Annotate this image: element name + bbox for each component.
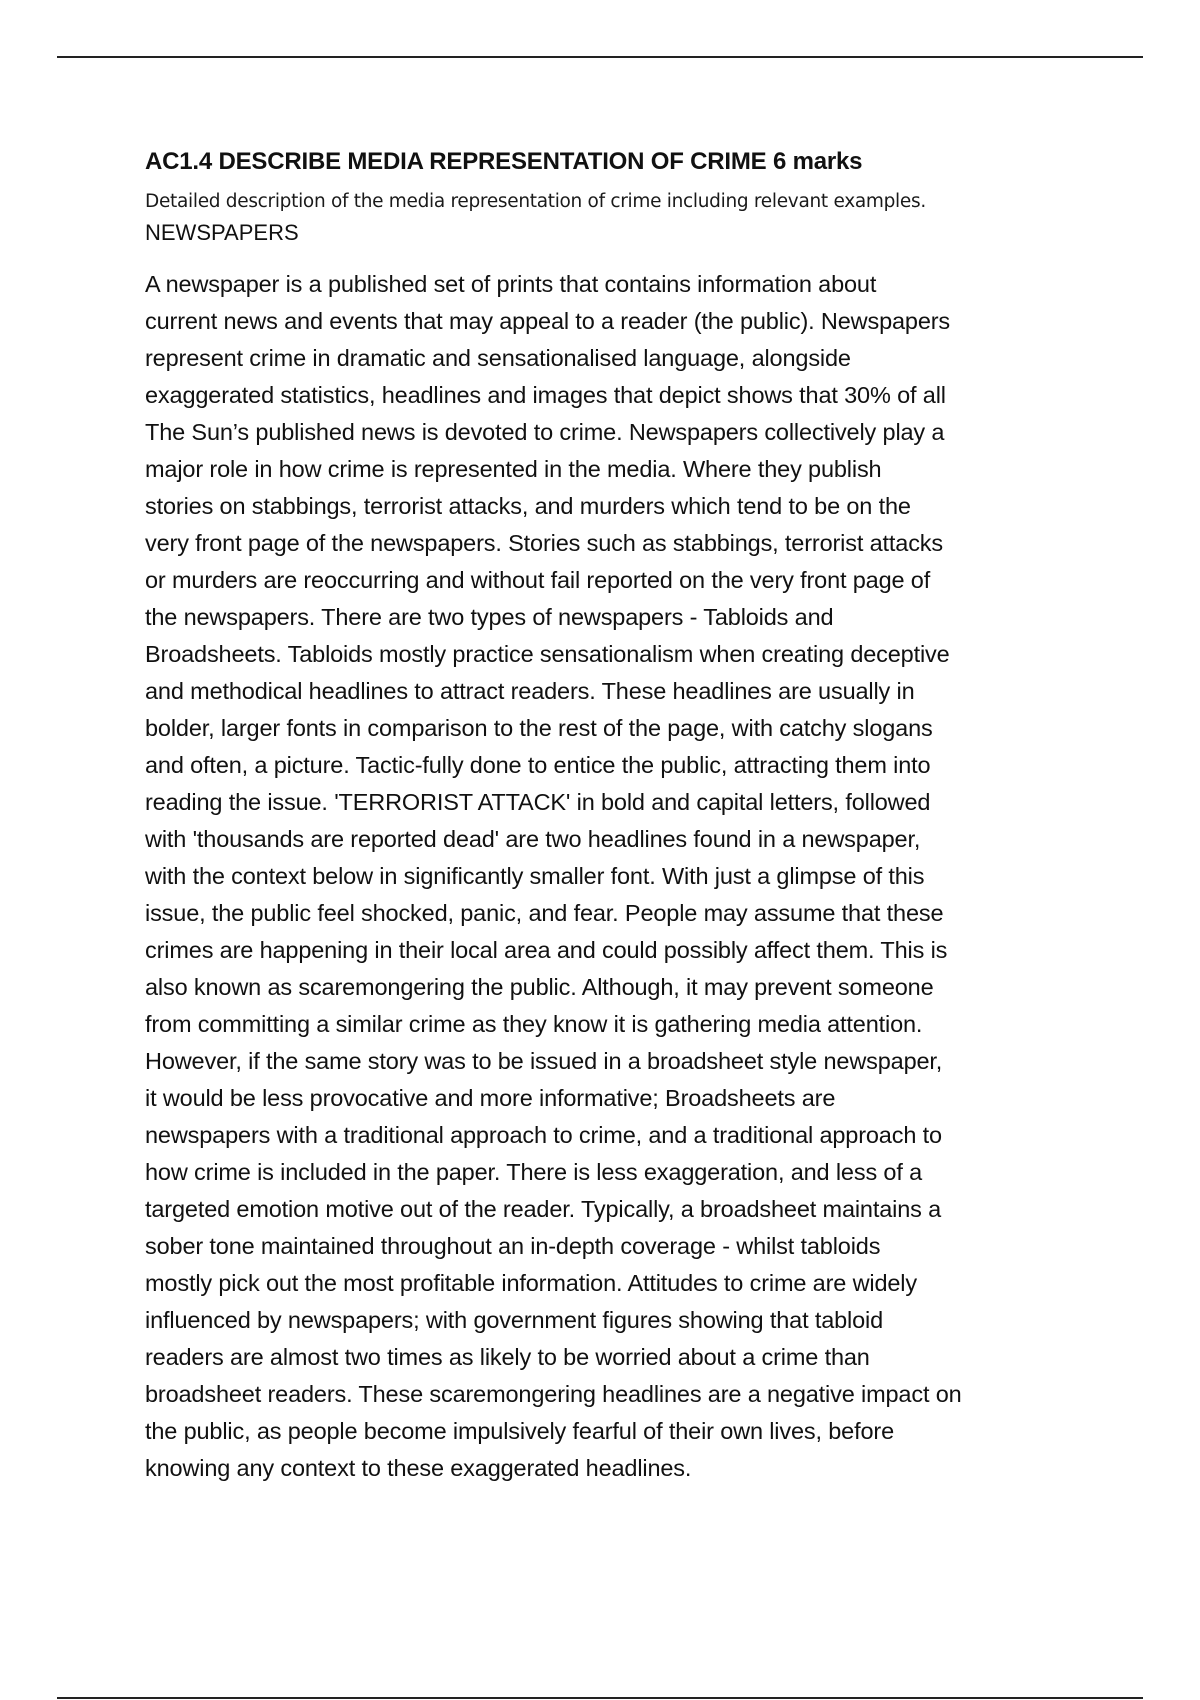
body-line: crimes are happening in their local area and could possibly affect them. This is — [145, 937, 948, 963]
task-instruction: Detailed description of the media representation of crime including relevant examples. — [145, 191, 926, 212]
document-content — [145, 144, 1065, 1487]
body-line: influenced by newspapers; with government figures showing that tabloid — [145, 1307, 884, 1333]
body-line: the newspapers. There are two types of newspapers - Tabloids and — [145, 604, 834, 630]
body-line: with the context below in significantly smaller font. With just a glimpse of this — [145, 863, 925, 889]
top-divider — [57, 56, 1143, 58]
body-line: mostly pick out the most profitable information. Attitudes to crime are widely — [145, 1270, 917, 1296]
body-line: major role in how crime is represented in the media. Where they publish — [145, 456, 882, 482]
body-line: also known as scaremongering the public. Although, it may prevent someone — [145, 974, 934, 1000]
body-line: Broadsheets. Tabloids mostly practice sensationalism when creating deceptive — [145, 641, 950, 667]
body-line: it would be less provocative and more informative; Broadsheets are — [145, 1085, 836, 1111]
body-line: A newspaper is a published set of prints that contains information about — [145, 271, 877, 297]
body-line: knowing any context to these exaggerated headlines. — [145, 1455, 692, 1481]
body-line: exaggerated statistics, headlines and images that depict shows that 30% of all — [145, 382, 946, 408]
body-line: bolder, larger fonts in comparison to the rest of the page, with catchy slogans — [145, 715, 933, 741]
page-heading: AC1.4 DESCRIBE MEDIA REPRESENTATION OF CRIME 6 marks — [145, 148, 863, 175]
body-line: The Sun’s published news is devoted to crime. Newspapers collectively play a — [145, 419, 945, 445]
body-line: sober tone maintained throughout an in-depth coverage - whilst tabloids — [145, 1233, 881, 1259]
body-line: stories on stabbings, terrorist attacks, and murders which tend to be on the — [145, 493, 911, 519]
body-line: broadsheet readers. These scaremongering headlines are a negative impact on — [145, 1381, 962, 1407]
body-line: and methodical headlines to attract readers. These headlines are usually in — [145, 678, 915, 704]
body-line: However, if the same story was to be issued in a broadsheet style newspaper, — [145, 1048, 943, 1074]
body-line: readers are almost two times as likely to be worried about a crime than — [145, 1344, 870, 1370]
body-line: the public, as people become impulsively fearful of their own lives, before — [145, 1418, 894, 1444]
body-line: or murders are reoccurring and without fail reported on the very front page of — [145, 567, 931, 593]
body-line: issue, the public feel shocked, panic, and fear. People may assume that these — [145, 900, 944, 926]
body-line: and often, a picture. Tactic-fully done to entice the public, attracting them into — [145, 752, 931, 778]
body-paragraph — [145, 266, 1065, 1487]
body-line: from committing a similar crime as they know it is gathering media attention. — [145, 1011, 923, 1037]
body-line: targeted emotion motive out of the reader. Typically, a broadsheet maintains a — [145, 1196, 942, 1222]
section-title: NEWSPAPERS — [145, 220, 299, 245]
body-line: current news and events that may appeal to a reader (the public). Newspapers — [145, 308, 951, 334]
body-line: how crime is included in the paper. There is less exaggeration, and less of a — [145, 1159, 923, 1185]
body-line: very front page of the newspapers. Stories such as stabbings, terrorist attacks — [145, 530, 943, 556]
body-line: with 'thousands are reported dead' are two headlines found in a newspaper, — [145, 826, 921, 852]
body-line: newspapers with a traditional approach to crime, and a traditional approach to — [145, 1122, 942, 1148]
body-line: represent crime in dramatic and sensationalised language, alongside — [145, 345, 851, 371]
body-line: reading the issue. 'TERRORIST ATTACK' in bold and capital letters, followed — [145, 789, 931, 815]
bottom-divider — [57, 1697, 1143, 1699]
